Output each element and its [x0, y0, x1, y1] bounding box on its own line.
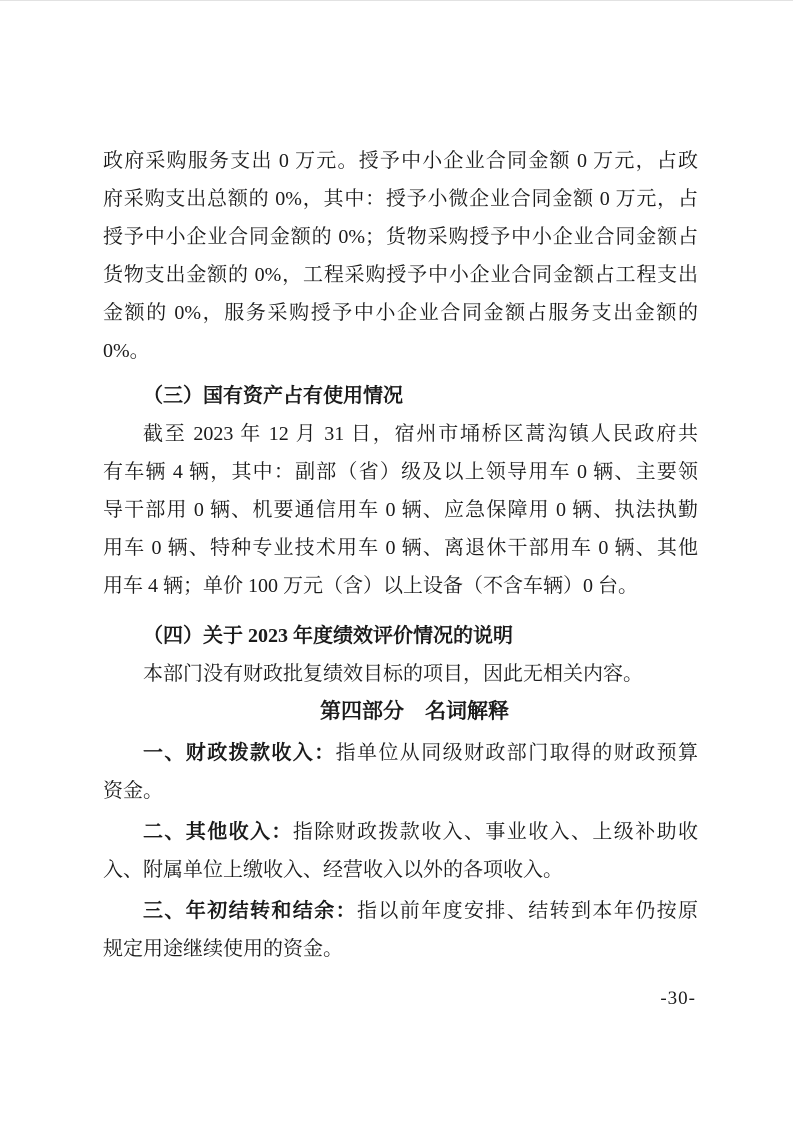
text-line: 货物支出金额的 0%，工程采购授予中小企业合同金额占工程支出	[103, 264, 698, 286]
document-content	[103, 142, 698, 968]
text-line: 规定用途继续使用的资金。	[103, 938, 343, 960]
paragraph-performance-evaluation	[103, 655, 698, 693]
term-definition-text: 指单位从同级财政部门取得的财政预算	[335, 742, 699, 764]
text-line: 政府采购服务支出 0 万元。授予中小企业合同金额 0 万元，占政	[103, 150, 698, 172]
term-label: 一、财政拨款收入：	[143, 742, 336, 764]
text-line: 有车辆 4 辆，其中：副部（省）级及以上领导用车 0 辆、主要领	[103, 461, 698, 483]
term-fiscal-appropriation-income	[103, 734, 698, 810]
heading-performance-evaluation: （四）关于 2023 年度绩效评价情况的说明	[143, 625, 513, 647]
term-other-income	[103, 813, 698, 889]
term-carryover-and-surplus	[103, 892, 698, 968]
paragraph-government-procurement	[103, 142, 698, 370]
section-title-glossary: 第四部分 名词解释	[320, 700, 509, 723]
term-definition-text: 指除财政拨款收入、事业收入、上级补助收	[292, 821, 699, 843]
text-line: 本部门没有财政批复绩效目标的项目，因此无相关内容。	[143, 663, 643, 685]
term-definition-text: 指以前年度安排、结转到本年仍按原	[357, 900, 698, 922]
text-line: 授予中小企业合同金额的 0%；货物采购授予中小企业合同金额占	[103, 226, 698, 248]
text-line	[103, 892, 698, 930]
text-line	[103, 734, 698, 772]
text-line: 入、附属单位上缴收入、经营收入以外的各项收入。	[103, 859, 563, 881]
text-line: 金额的 0%，服务采购授予中小企业合同金额占服务支出金额的	[103, 302, 698, 324]
heading-state-assets: （三）国有资产占有使用情况	[143, 385, 403, 407]
paragraph-state-assets	[103, 415, 698, 605]
text-line: 截至 2023 年 12 月 31 日，宿州市埇桥区蒿沟镇人民政府共	[143, 423, 698, 445]
term-label: 二、其他收入：	[143, 821, 293, 843]
text-line	[103, 813, 698, 851]
text-line: 用车 0 辆、特种专业技术用车 0 辆、离退休干部用车 0 辆、其他	[103, 537, 698, 559]
text-line: 资金。	[103, 780, 163, 802]
page-number: -30-	[660, 988, 696, 1009]
text-line: 导干部用 0 辆、机要通信用车 0 辆、应急保障用 0 辆、执法执勤	[103, 499, 698, 521]
term-label: 三、年初结转和结余：	[143, 900, 357, 922]
text-line: 用车 4 辆；单价 100 万元（含）以上设备（不含车辆）0 台。	[103, 575, 638, 597]
text-line: 府采购支出总额的 0%，其中：授予小微企业合同金额 0 万元，占	[103, 188, 698, 210]
text-line: 0%。	[103, 340, 150, 362]
